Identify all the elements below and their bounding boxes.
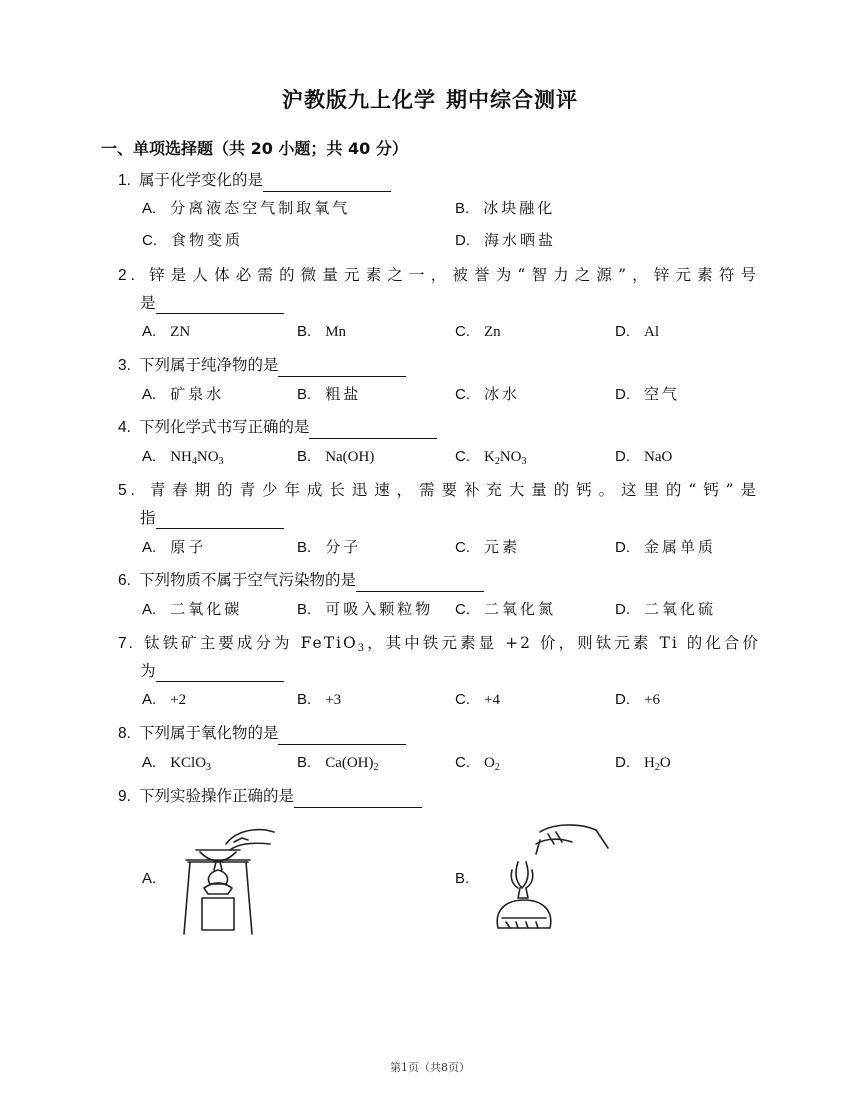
answer-blank[interactable] (294, 789, 422, 808)
option-text: 空气 (644, 385, 681, 403)
question-text: 锌是人体必需的微量元素之一，被誉为“智力之源”，锌元素符号 (146, 266, 760, 284)
option-letter: D. (615, 754, 630, 771)
formula-part: NO (499, 449, 522, 465)
formula-subscript: 3 (218, 456, 224, 467)
option-letter: A. (142, 386, 157, 403)
option-text: 原子 (170, 538, 207, 556)
option-text: Al (644, 324, 659, 340)
option-letter: D. (615, 691, 630, 708)
option-b[interactable] (297, 320, 346, 343)
formula-subscript: 2 (654, 762, 660, 773)
option-text: 元素 (484, 538, 521, 556)
answer-blank[interactable] (356, 573, 484, 592)
question-text: 下列化学式书写正确的是 (138, 418, 310, 436)
formula-part: NH (170, 449, 192, 465)
option-letter: B. (297, 691, 312, 708)
question-6 (118, 569, 484, 592)
option-b[interactable] (297, 598, 433, 621)
option-letter: A. (142, 870, 157, 887)
option-d[interactable] (615, 445, 672, 468)
option-text: 海水晒盐 (484, 231, 557, 249)
answer-blank[interactable] (156, 663, 284, 682)
option-text: Zn (484, 324, 501, 340)
formula-part: O (659, 755, 671, 771)
question-number: 6. (118, 572, 131, 589)
question-text: 下列物质不属于空气污染物的是 (138, 571, 356, 589)
option-letter: A. (142, 200, 157, 217)
answer-blank[interactable] (263, 173, 391, 192)
option-b[interactable] (455, 197, 555, 220)
question-text: 下列属于纯净物的是 (138, 356, 279, 374)
question-number: 9. (118, 788, 131, 805)
answer-blank[interactable] (309, 420, 437, 439)
option-text: Mn (325, 324, 347, 340)
question-text: 钛铁矿主要成分为 FeTiO (142, 634, 358, 652)
question-text: 是 (140, 294, 156, 312)
question-number: 8. (118, 725, 131, 742)
lab-apparatus-image-b (490, 818, 615, 940)
answer-blank[interactable] (278, 358, 406, 377)
option-d[interactable] (455, 229, 556, 252)
option-d[interactable] (615, 383, 680, 406)
option-letter: B. (297, 754, 312, 771)
formula-subscript: 3 (357, 643, 367, 654)
option-d[interactable] (615, 536, 716, 559)
option-letter: C. (142, 232, 157, 249)
option-text: NaO (644, 449, 673, 465)
option-letter: D. (615, 601, 630, 618)
question-7-continuation (140, 660, 284, 682)
answer-blank[interactable] (156, 295, 284, 314)
question-text: 指 (140, 509, 156, 527)
option-text: 二氧化碳 (170, 600, 243, 618)
option-letter: D. (615, 448, 630, 465)
option-letter: A. (142, 754, 157, 771)
question-text: 青春期的青少年成长迅速，需要补充大量的钙。这里的“钙”是 (146, 481, 760, 499)
option-letter: C. (455, 386, 470, 403)
option-d[interactable] (615, 598, 716, 621)
question-number: 7. (118, 635, 135, 652)
option-letter: B. (455, 870, 470, 887)
option-a[interactable] (142, 536, 206, 559)
option-b[interactable] (297, 536, 361, 559)
option-c[interactable] (455, 688, 500, 711)
option-text: 食物变质 (171, 231, 244, 249)
option-letter: B. (297, 539, 312, 556)
option-text: ZN (170, 324, 191, 340)
question-text: 下列实验操作正确的是 (138, 787, 294, 805)
option-b[interactable] (297, 688, 341, 711)
option-text: 冰水 (484, 385, 521, 403)
option-c[interactable] (455, 445, 527, 468)
option-letter: C. (455, 539, 470, 556)
option-text (170, 449, 223, 465)
option-c[interactable] (455, 751, 500, 774)
option-c[interactable] (455, 320, 501, 343)
option-text: 分子 (325, 538, 362, 556)
option-text: 粗盐 (325, 385, 362, 403)
option-letter: A. (142, 691, 157, 708)
option-c[interactable] (455, 383, 520, 406)
option-a[interactable] (142, 867, 170, 890)
option-text: 二氧化硫 (644, 600, 717, 618)
option-text: +3 (325, 692, 342, 708)
formula-subscript: 4 (191, 456, 197, 467)
option-letter: B. (297, 601, 312, 618)
option-b[interactable] (297, 383, 361, 406)
formula-subscript: 3 (521, 456, 527, 467)
option-text: 二氧化氮 (484, 600, 557, 618)
option-letter: B. (297, 386, 312, 403)
section-heading: 一、单项选择题（共 20 小题；共 40 分） (101, 139, 408, 158)
option-d[interactable] (615, 751, 671, 774)
formula-part: KClO (170, 755, 207, 771)
question-9 (118, 785, 422, 808)
option-c[interactable] (455, 598, 556, 621)
option-letter: A. (142, 601, 157, 618)
formula-subscript: 2 (494, 762, 500, 773)
question-number: 1. (118, 172, 131, 189)
question-5-continuation (140, 507, 284, 529)
formula-part: NO (196, 449, 219, 465)
option-a[interactable] (142, 598, 242, 621)
question-3 (118, 354, 406, 377)
option-d[interactable] (615, 688, 660, 711)
formula-subscript: 2 (494, 456, 500, 467)
option-text: +2 (170, 692, 187, 708)
answer-blank[interactable] (278, 726, 406, 745)
option-text (644, 755, 671, 771)
question-number: 5. (118, 482, 139, 499)
option-text: +4 (484, 692, 500, 708)
option-text (484, 755, 500, 771)
title-part-2: 期中综合测评 (446, 88, 578, 112)
option-c[interactable] (455, 536, 520, 559)
page-footer: 第1页（共8页） (390, 1061, 470, 1074)
option-letter: C. (455, 601, 470, 618)
option-letter: C. (455, 448, 470, 465)
option-letter: C. (455, 691, 470, 708)
option-text: 冰块融化 (483, 199, 556, 217)
option-letter: D. (615, 323, 630, 340)
option-a[interactable] (142, 445, 224, 468)
question-number: 2. (118, 267, 139, 284)
option-c[interactable] (142, 229, 243, 252)
lab-apparatus-image-a (178, 822, 278, 940)
answer-blank[interactable] (156, 510, 284, 529)
option-letter: B. (455, 200, 470, 217)
option-text: 可吸入颗粒物 (325, 600, 434, 618)
option-text: 分离液态空气制取氧气 (170, 199, 351, 217)
option-letter: A. (142, 448, 157, 465)
option-letter: A. (142, 539, 157, 556)
option-b[interactable] (297, 751, 379, 774)
formula-part: Ca(OH) (325, 755, 374, 771)
question-2-continuation (140, 292, 284, 314)
option-letter: C. (455, 754, 470, 771)
option-b[interactable] (297, 445, 374, 468)
option-letter: C. (455, 323, 470, 340)
option-a[interactable] (142, 688, 186, 711)
option-letter: A. (142, 323, 157, 340)
option-a[interactable] (142, 751, 211, 774)
question-number: 3. (118, 357, 131, 374)
question-5 (118, 479, 760, 502)
option-letter: B. (297, 448, 312, 465)
option-text: Na(OH) (325, 449, 375, 465)
question-number: 4. (118, 419, 131, 436)
formula-part: H (644, 755, 655, 771)
question-text: ，其中铁元素显 +2 价，则钛元素 Ti 的化合价 (366, 634, 760, 652)
option-letter: D. (615, 386, 630, 403)
option-letter: D. (455, 232, 470, 249)
option-text: 矿泉水 (170, 385, 225, 403)
question-text: 属于化学变化的是 (138, 171, 263, 189)
question-8 (118, 722, 406, 745)
question-4 (118, 416, 437, 439)
option-a[interactable] (142, 320, 190, 343)
formula-subscript: 2 (373, 762, 379, 773)
page-title (0, 84, 860, 114)
option-text (325, 755, 378, 771)
option-b[interactable] (455, 867, 483, 890)
question-7 (118, 632, 760, 655)
question-text: 下列属于氧化物的是 (138, 724, 279, 742)
option-text (484, 449, 527, 465)
formula-part: O (484, 755, 495, 771)
option-text: +6 (644, 692, 660, 708)
formula-subscript: 3 (206, 762, 212, 773)
question-2 (118, 264, 760, 287)
title-part-1: 沪教版九上化学 (282, 88, 436, 112)
formula-part: K (484, 449, 495, 465)
question-text: 为 (140, 662, 156, 680)
option-text: 金属单质 (644, 538, 717, 556)
option-a[interactable] (142, 383, 224, 406)
option-a[interactable] (142, 197, 350, 220)
option-text (170, 755, 211, 771)
option-d[interactable] (615, 320, 659, 343)
option-letter: D. (615, 539, 630, 556)
option-letter: B. (297, 323, 312, 340)
question-1 (118, 169, 391, 192)
